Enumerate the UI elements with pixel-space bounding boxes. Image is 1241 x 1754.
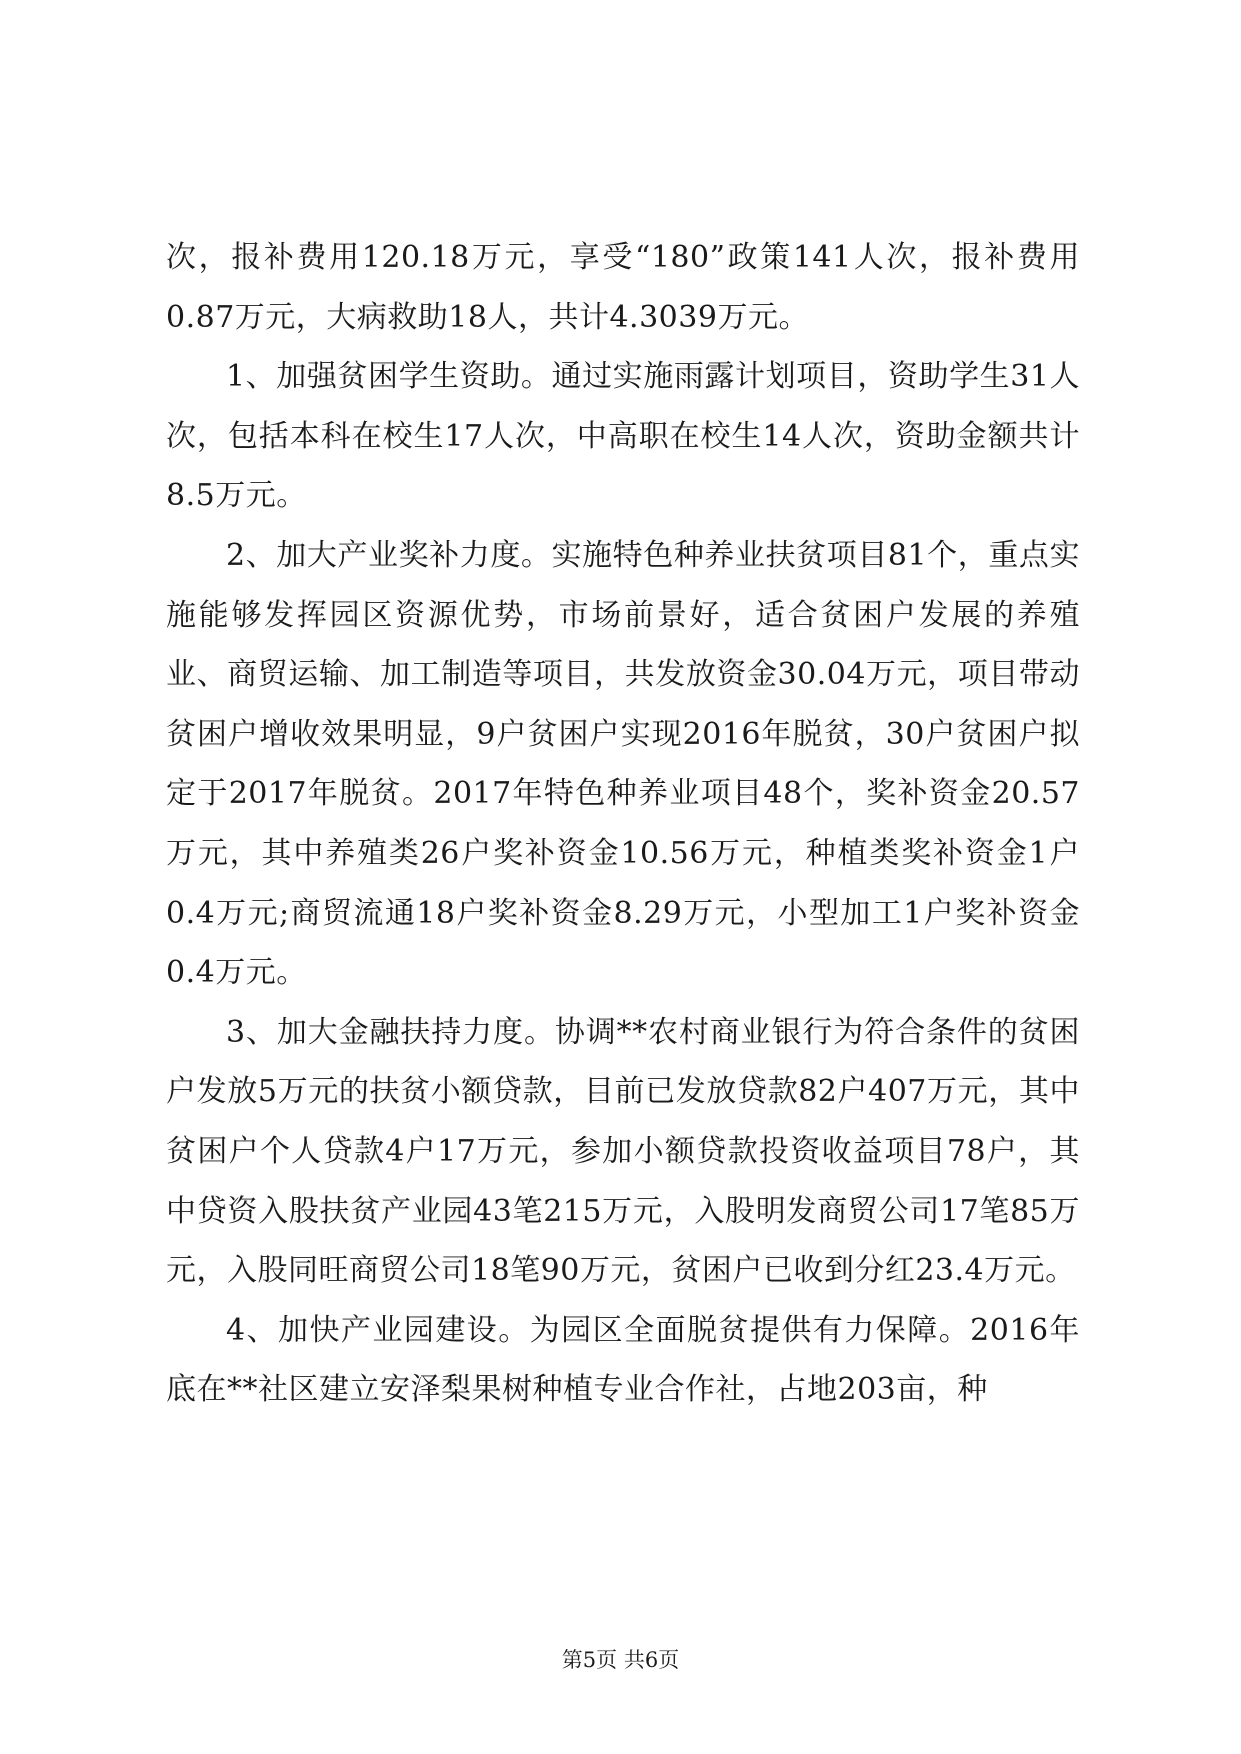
body-text: [166, 228, 1080, 1420]
paragraph-industry-subsidy: 2、加大产业奖补力度。实施特色种养业扶贫项目81个，重点实施能够发挥园区资源优势，市场前景好，适合贫困户发展的养殖业、商贸运输、加工制造等项目，共发放资金30.04万元，项目带动贫困户增收效果明显，9户贫困户实现2016年脱贫，30户贫困户拟定于2017年脱贫。2017年特色种养业项目48个，奖补资金20.57万元，其中养殖类26户奖补资金10.56万元，种植类奖补资金1户0.4万元;商贸流通18户奖补资金8.29万元，小型加工1户奖补资金0.4万元。: [166, 537, 1080, 991]
paragraph-student-aid: 1、加强贫困学生资助。通过实施雨露计划项目，资助学生31人次，包括本科在校生17人次，中高职在校生14人次，资助金额共计8.5万元。: [166, 359, 1080, 514]
paragraph-continuation: 次，报补费用120.18万元，享受“180”政策141人次，报补费用0.87万元，大病救助18人，共计4.3039万元。: [166, 240, 1080, 335]
paragraph-industrial-park: 4、加快产业园建设。为园区全面脱贫提供有力保障。2016年底在**社区建立安泽梨果树种植专业合作社，占地203亩，种: [166, 1312, 1080, 1408]
paragraph-financial-support: 3、加大金融扶持力度。协调**农村商业银行为符合条件的贫困户发放5万元的扶贫小额贷款，目前已发放贷款82户407万元，其中贫困户个人贷款4户17万元，参加小额贷款投资收益项目78户，其中贷资入股扶贫产业园43笔215万元，入股明发商贸公司17笔85万元，入股同旺商贸公司18笔90万元，贫困户已收到分红23.4万元。: [166, 1014, 1080, 1289]
page-number-footer: 第5页 共6页: [561, 1648, 680, 1672]
